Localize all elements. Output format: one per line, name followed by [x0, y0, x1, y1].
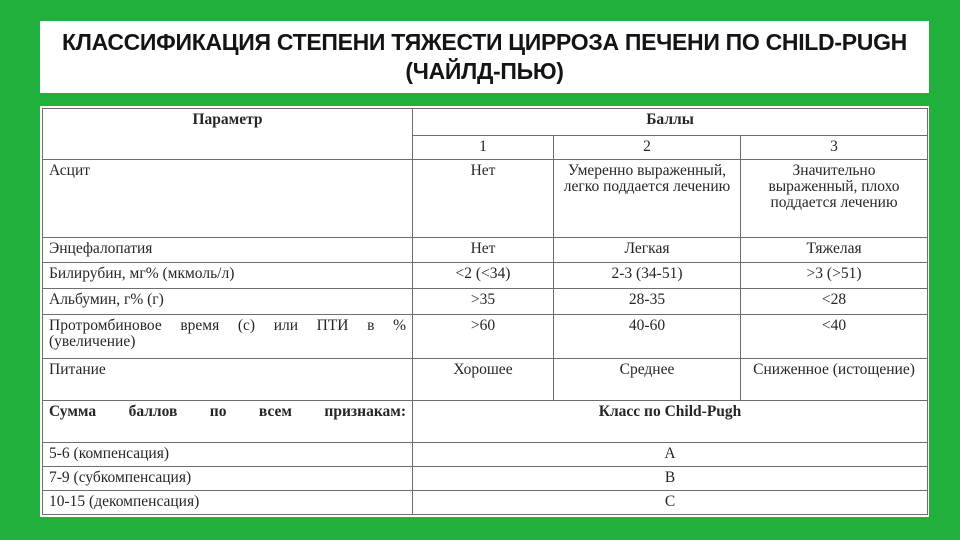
param-cell: Энцефалопатия [43, 238, 413, 263]
class-header: Класс по Child-Pugh [413, 400, 928, 442]
value-cell: Нет [413, 238, 554, 263]
value-cell: <40 [741, 315, 928, 358]
table-row [43, 263, 928, 289]
value-cell: Легкая [554, 238, 741, 263]
value-cell: Умеренно выраженный, легко поддается лечению [554, 160, 741, 238]
sum-label: Сумма баллов по всем признакам: [43, 400, 413, 442]
class-value: B [413, 466, 928, 490]
table-row [43, 315, 928, 358]
class-row [43, 490, 928, 514]
title-box [40, 21, 929, 93]
value-cell: Сниженное (истощение) [741, 358, 928, 400]
value-cell: 40-60 [554, 315, 741, 358]
class-row [43, 442, 928, 466]
points-col-2: 2 [554, 136, 741, 160]
value-cell: >60 [413, 315, 554, 358]
table-row [43, 160, 928, 238]
table-container [40, 106, 929, 517]
class-range: 7-9 (субкомпенсация) [43, 466, 413, 490]
sum-row [43, 400, 928, 442]
class-range: 5-6 (компенсация) [43, 442, 413, 466]
page-title-line-1: КЛАССИФИКАЦИЯ СТЕПЕНИ ТЯЖЕСТИ ЦИРРОЗА ПЕЧЕНИ ПО CHILD-PUGH [62, 29, 907, 55]
value-cell: Нет [413, 160, 554, 238]
param-cell: Питание [43, 358, 413, 400]
value-cell: Хорошее [413, 358, 554, 400]
page-title-line-2: (ЧАЙЛД-ПЬЮ) [405, 58, 564, 84]
class-row [43, 466, 928, 490]
points-col-3: 3 [741, 136, 928, 160]
value-cell: <28 [741, 289, 928, 315]
table-row [43, 358, 928, 400]
param-cell: Альбумин, г% (г) [43, 289, 413, 315]
class-range: 10-15 (декомпенсация) [43, 490, 413, 514]
points-col-1: 1 [413, 136, 554, 160]
header-parameter: Параметр [43, 109, 413, 160]
table-header-row [43, 109, 928, 136]
table-row [43, 289, 928, 315]
header-points: Баллы [413, 109, 928, 136]
value-cell: >3 (>51) [741, 263, 928, 289]
value-cell: >35 [413, 289, 554, 315]
param-cell: Билирубин, мг% (мкмоль/л) [43, 263, 413, 289]
value-cell: Значительно выраженный, плохо поддается лечению [741, 160, 928, 238]
class-value: A [413, 442, 928, 466]
value-cell: 2-3 (34-51) [554, 263, 741, 289]
class-value: C [413, 490, 928, 514]
child-pugh-table [42, 108, 928, 515]
param-cell: Протромбиновое время (с) или ПТИ в % (увеличение) [43, 315, 413, 358]
table-row [43, 238, 928, 263]
value-cell: <2 (<34) [413, 263, 554, 289]
param-cell: Асцит [43, 160, 413, 238]
value-cell: Среднее [554, 358, 741, 400]
value-cell: 28-35 [554, 289, 741, 315]
value-cell: Тяжелая [741, 238, 928, 263]
